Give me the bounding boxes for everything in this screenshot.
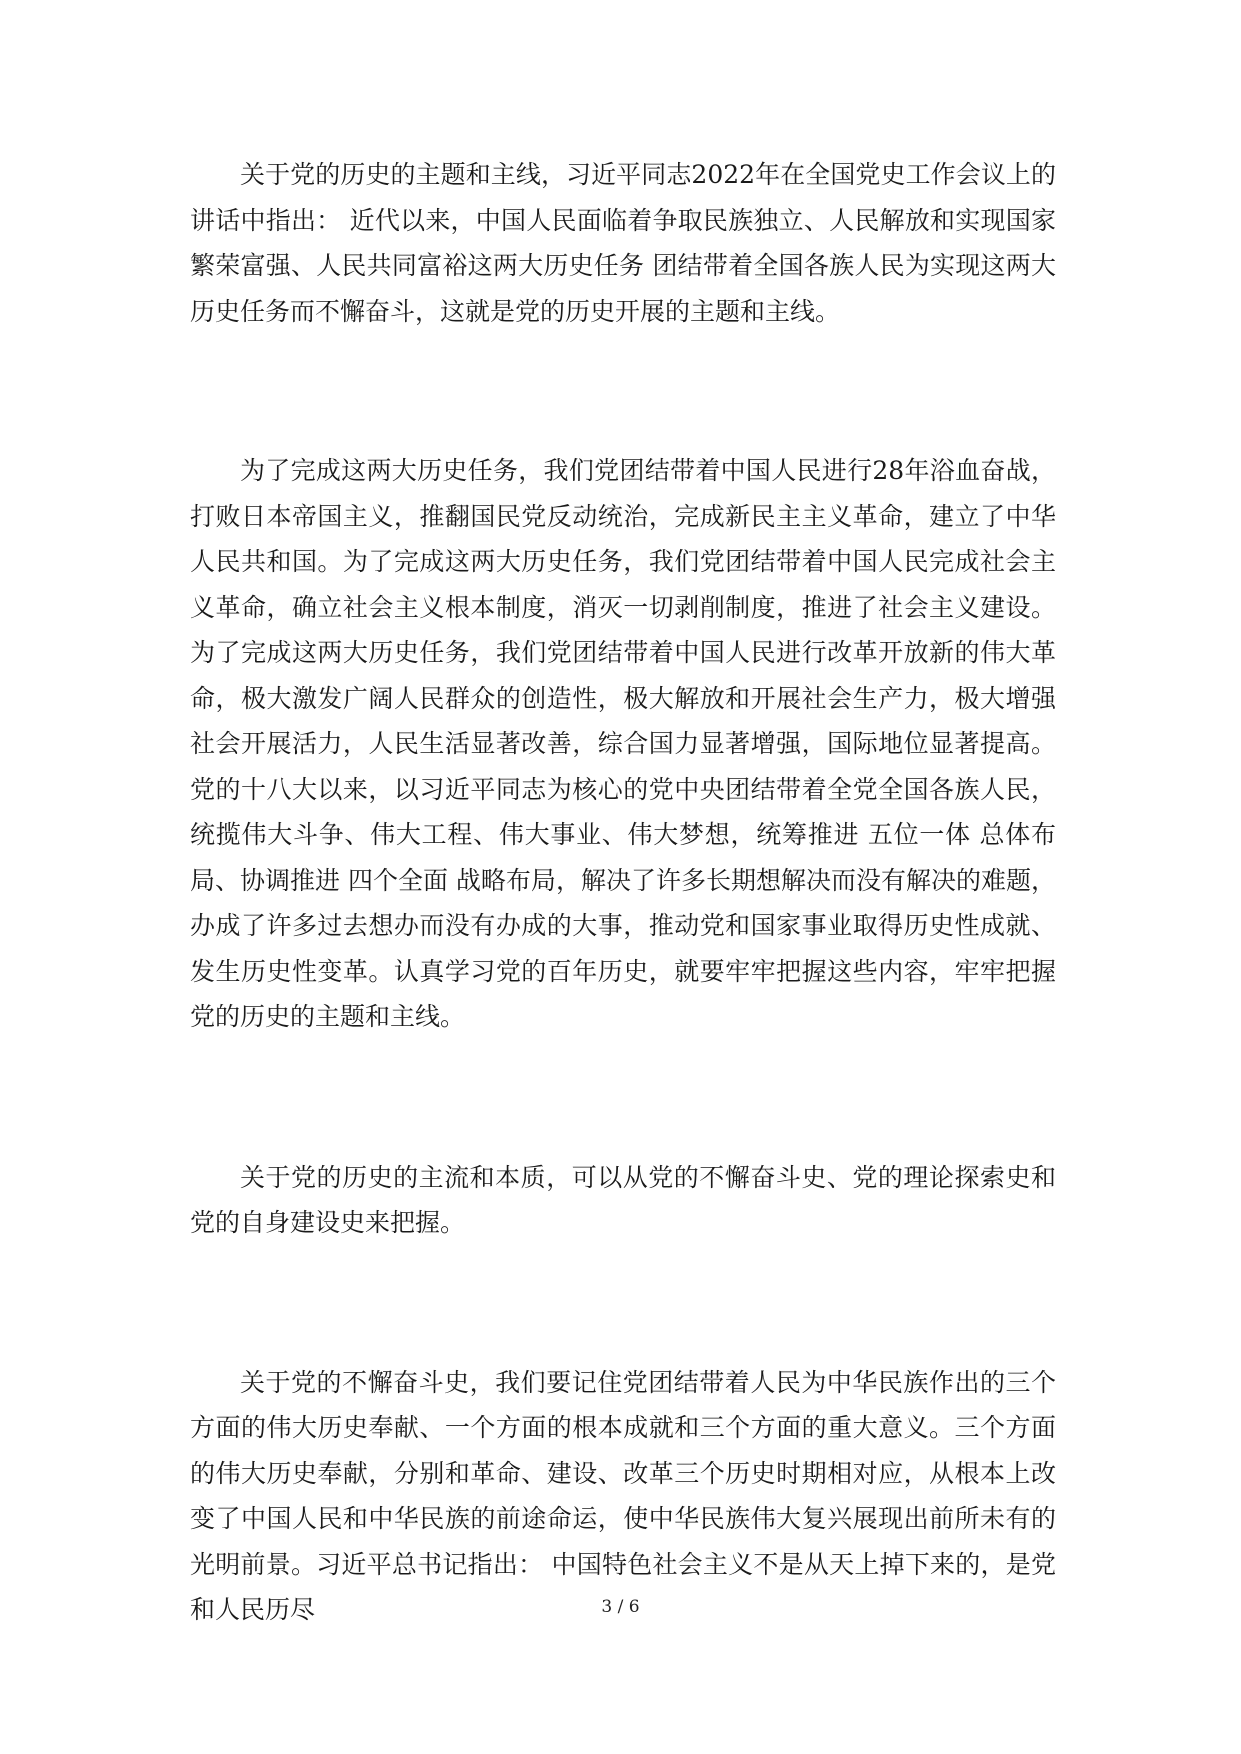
paragraph-struggle-history: 关于党的不懈奋斗史，我们要记住党团结带着人民为中华民族作出的三个方面的伟大历史奉献、一个方面的根本成就和三个方面的重大意义。三个方面的伟大历史奉献，分别和革命、建设、改革三个历史时期相对应，从根本上改变了中国人民和中华民族的前途命运，使中华民族伟大复兴展现出前所未有的光明前景。习近平总书记指出： 中国特色社会主义不是从天上掉下来的，是党和人民历尽 bbox=[190, 1367, 1056, 1624]
document-body bbox=[190, 152, 1056, 1633]
page-number: 3 / 6 bbox=[601, 1597, 640, 1617]
paragraph-mainstream-essence: 关于党的历史的主流和本质，可以从党的不懈奋斗史、党的理论探索史和党的自身建设史来把握。 bbox=[190, 1162, 1056, 1237]
paragraph-historical-tasks: 为了完成这两大历史任务，我们党团结带着中国人民进行28年浴血奋战，打败日本帝国主义，推翻国民党反动统治，完成新民主主义革命，建立了中华人民共和国。为了完成这两大历史任务，我们党团结带着中国人民完成社会主义革命，确立社会主义根本制度，消灭一切剥削制度，推进了社会主义建设。为了完成这两大历史任务，我们党团结带着中国人民进行改革开放新的伟大革命，极大激发广阔人民群众的创造性，极大解放和开展社会生产力，极大增强社会开展活力，人民生活显著改善，综合国力显著增强，国际地位显著提高。党的十八大以来，以习近平同志为核心的党中央团结带着全党全国各族人民，统揽伟大斗争、伟大工程、伟大事业、伟大梦想，统筹推进 五位一体 总体布局、协调推进 四个全面 战略布局，解决了许多长期想解决而没有解决的难题，办成了许多过去想办而没有办成的大事，推动党和国家事业取得历史性成就、发生历史性变革。认真学习党的百年历史，就要牢牢把握这些内容，牢牢把握党的历史的主题和主线。 bbox=[190, 456, 1056, 1031]
paragraph-theme-mainline: 关于党的历史的主题和主线，习近平同志2022年在全国党史工作会议上的讲话中指出： 近代以来，中国人民面临着争取民族独立、人民解放和实现国家繁荣富强、人民共同富裕这两大历史任务 团结带着全国各族人民为实现这两大历史任务而不懈奋斗，这就是党的历史开展的主题和主线。 bbox=[190, 160, 1056, 326]
